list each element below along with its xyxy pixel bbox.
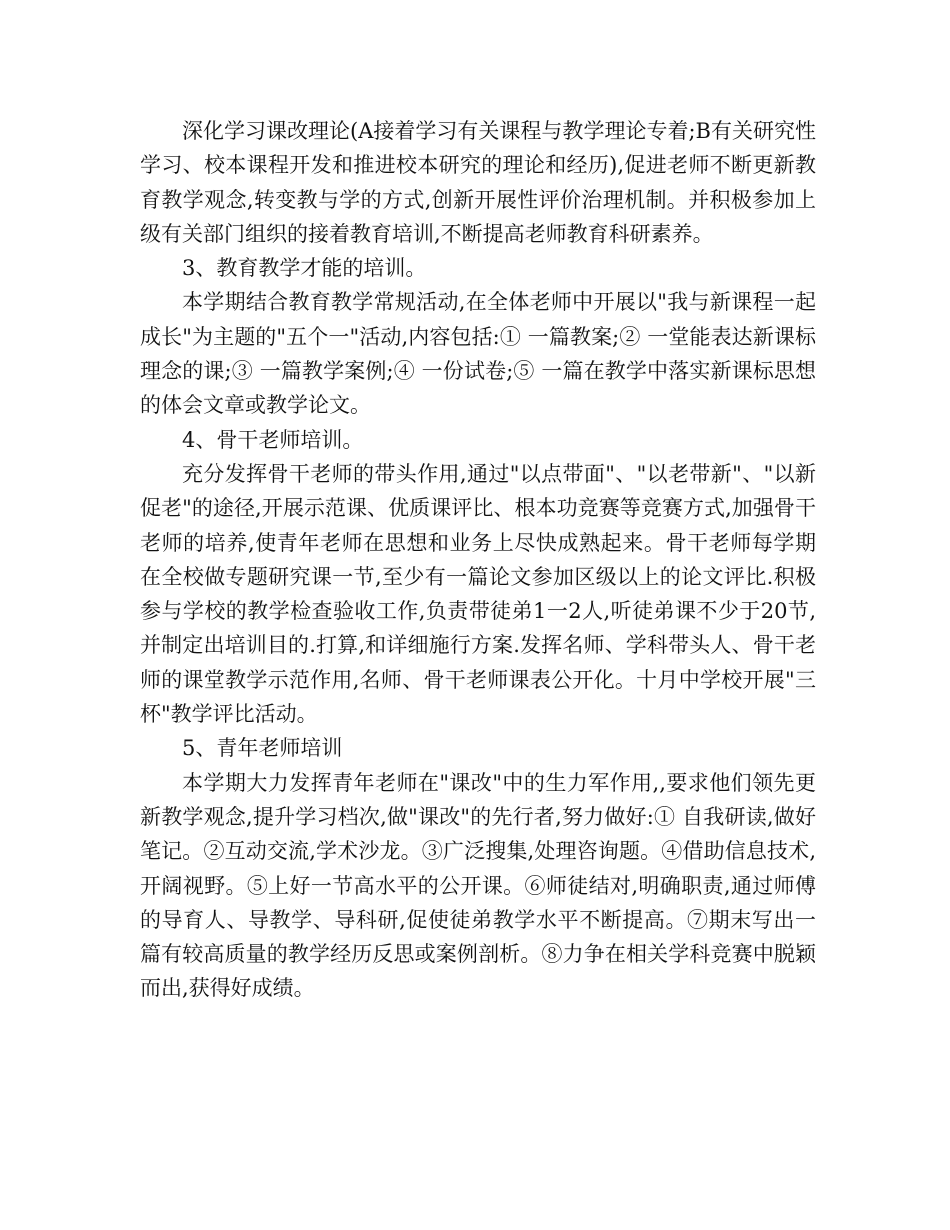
heading-teaching-ability-training: 3、教育教学才能的培训。 (182, 256, 427, 281)
paragraph-young-teacher-plan: 本学期大力发挥青年老师在"课改"中的生力军作用,,要求他们领先更新教学观念,提升学习档次,做"课改"的先行者,努力做好:① 自我研读,做好笔记。②互动交流,学术沙龙。③广泛搜集,处理咨询题。④借助信息技术,开阔视野。⑤上好一节高水平的公开课。⑥师徒结对,明确职责,通过师傅的导育人、导教学、导科研,促使徒弟教学水平不断提高。⑦期末写出一篇有较高质量的教学经历反思或案例剖析。⑧力争在相关学科竞赛中脱颖而出,获得好成绩。 (140, 770, 816, 1001)
paragraph-backbone-teacher-role: 充分发挥骨干老师的带头作用,通过"以点带面"、"以老带新"、"以新促老"的途径,开展示范课、优质课评比、根本功竞赛等竞赛方式,加强骨干老师的培养,使青年老师在思想和业务上尽快成熟起来。骨干老师每学期在全校做专题研究课一节,至少有一篇论文参加区级以上的论文评比.积极参与学校的教学检查验收工作,负责带徒弟1一2人,听徒弟课不少于20节,并制定出培训目的.打算,和详细施行方案.发挥名师、学科带头人、骨干老师的课堂教学示范作用,名师、骨干老师课表公开化。十月中学校开展"三杯"教学评比活动。 (140, 461, 816, 727)
heading-backbone-teacher-training: 4、骨干老师培训。 (182, 427, 364, 452)
heading-young-teacher-training: 5、青年老师培训 (182, 736, 343, 761)
paragraph-theory-study: 深化学习课改理论(A接着学习有关课程与教学理论专着;B有关研究性学习、校本课程开发和推进校本研究的理论和经历),促进老师不断更新教育教学观念,转变教与学的方式,创新开展性评价治理机制。并积极参加上级有关部门组织的接着教育培训,不断提高老师教育科研素养。 (140, 119, 816, 246)
paragraph-five-ones-activity: 本学期结合教育教学常规活动,在全体老师中开展以"我与新课程一起成长"为主题的"五个一"活动,内容包括:① 一篇教案;② 一堂能表达新课标理念的课;③ 一篇教学案例;④ 一份试卷;⑤ 一篇在教学中落实新课标思想的体会文章或教学论文。 (140, 290, 816, 418)
document-body (140, 114, 816, 1006)
